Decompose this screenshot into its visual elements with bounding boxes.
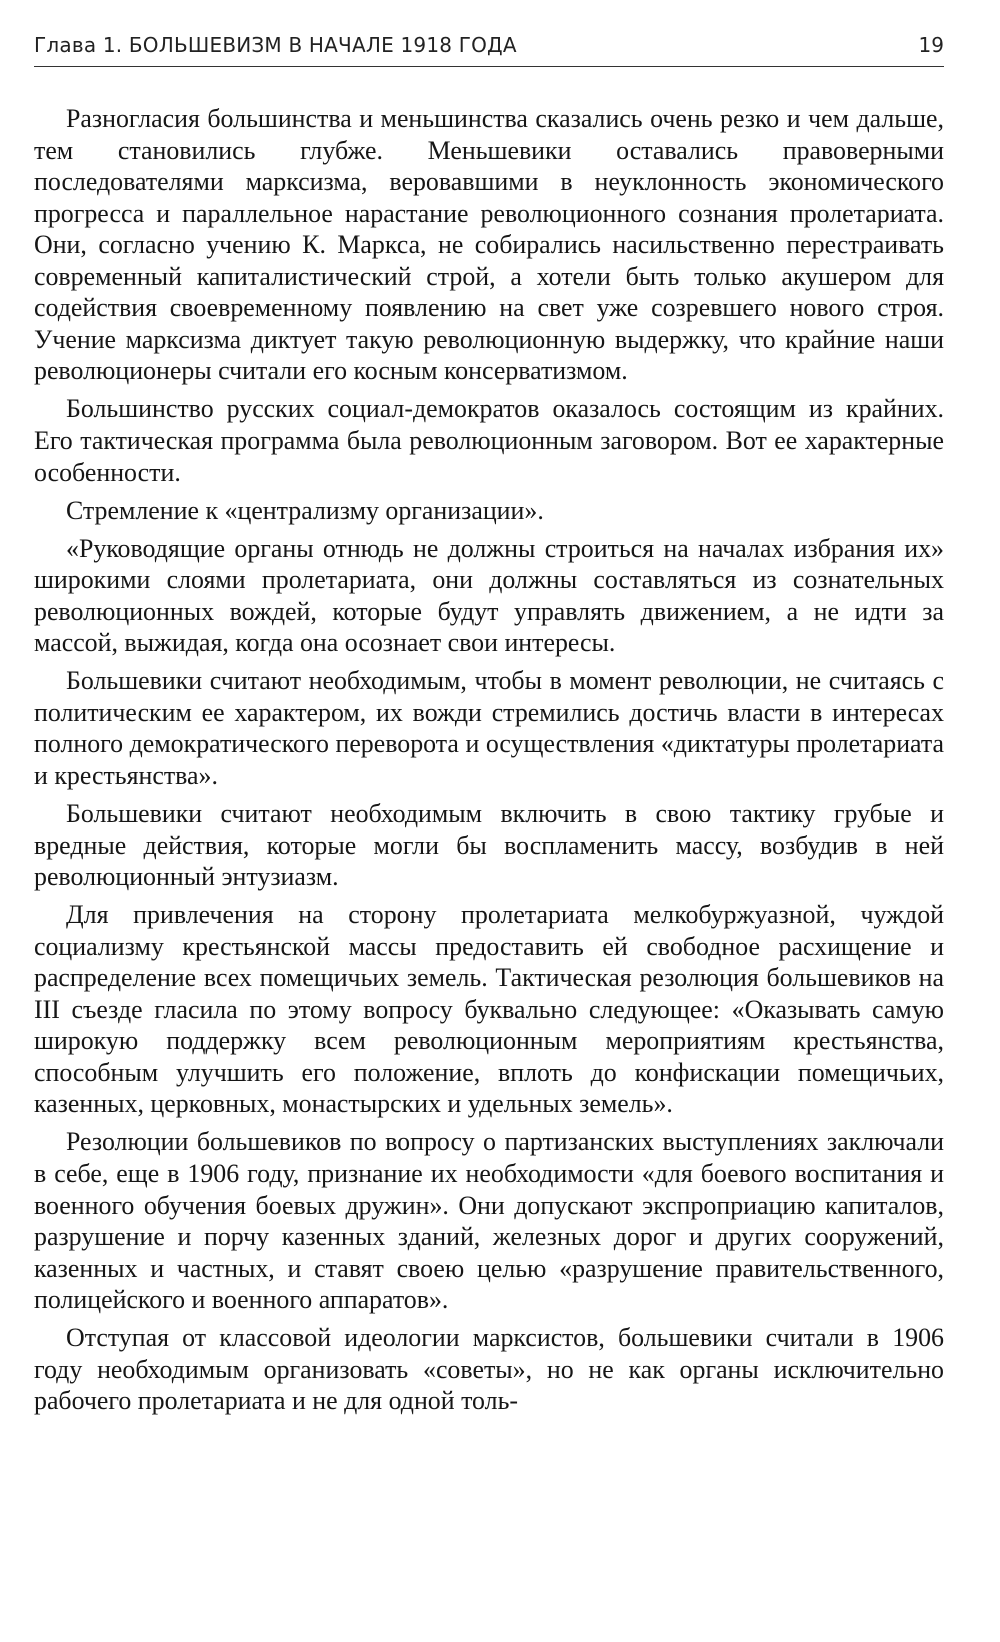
- paragraph: Большевики считают необходимым, чтобы в момент революции, не считаясь с политическим ее характером, их вожди стремились достичь власти в интересах полного демократического переворота и осуществления «диктатуры пролетариата и крестьянства».: [34, 666, 944, 790]
- paragraph: Для привлечения на сторону пролетариата мелкобуржуазной, чуждой социализму крестьянской массы предоставить ей свободное расхищение и распределение всех помещичьих земель. Тактическая резолюция большевиков на III съезде гласила по этому вопросу буквально следующее: «Оказывать самую широкую поддержку всем революционным мероприятиям крестьянства, способным улучшить его положение, вплоть до конфискации помещичьих, казенных, церковных, монастырских и удельных земель».: [34, 900, 944, 1119]
- paragraph: Большинство русских социал-демократов оказалось состоящим из крайних. Его тактическая программа была революционным заговором. Вот ее характерные особенности.: [34, 394, 944, 487]
- body-text: [34, 103, 944, 1423]
- header-rule: [34, 66, 944, 67]
- paragraph: Стремление к «централизму организации».: [66, 495, 544, 525]
- paragraph: Отступая от классовой идеологии марксистов, большевики считали в 1906 году необходимым организовать «советы», но не как органы исключительно рабочего пролетариата и не для одной толь-: [34, 1323, 944, 1416]
- paragraph: Резолюции большевиков по вопросу о партизанских выступлениях заключали в себе, еще в 1906 году, признание их необходимости «для боевого воспитания и военного обучения боевых дружин». Они допускают экспроприацию капиталов, разрушение и порчу казенных зданий, железных дорог и других сооружений, казенных и частных, и ставят своею целью «разрушение правительственного, полицейского и военного аппаратов».: [34, 1127, 944, 1315]
- paragraph: Разногласия большинства и меньшинства сказались очень резко и чем дальше, тем становились глубже. Меньшевики оставались правоверными последователями марксизма, веровавшими в неуклонность экономического прогресса и параллельное нарастание революционного сознания пролетариата. Они, согласно учению К. Маркса, не собирались насильственно перестраивать современный капиталистический строй, а хотели быть только акушером для содействия своевременному появлению на свет уже созревшего нового строя. Учение марксизма диктует такую революционную выдержку, что крайние наши революционеры считали его косным консерватизмом.: [34, 104, 944, 386]
- paragraph: «Руководящие органы отнюдь не должны строиться на началах избрания их» широкими слоями пролетариата, они должны составляться из сознательных революционных вождей, которые будут управлять движением, а не идти за массой, выжидая, когда она осознает свои интересы.: [34, 533, 944, 658]
- running-head: [34, 30, 944, 60]
- page-number: 19: [918, 33, 944, 57]
- paragraph: Большевики считают необходимым включить в свою тактику грубые и вредные действия, которые могли бы воспламенить массу, возбудив в ней революционный энтузиазм.: [34, 798, 944, 892]
- chapter-title: Глава 1. БОЛЬШЕВИЗМ В НАЧАЛЕ 1918 ГОДА: [34, 33, 517, 57]
